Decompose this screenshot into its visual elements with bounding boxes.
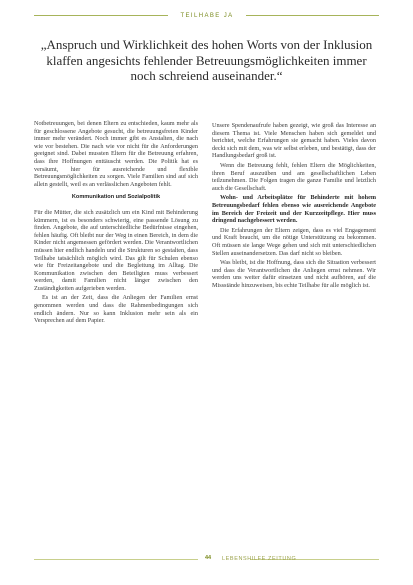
paragraph: Unsere Spendenaufrufe haben gezeigt, wie groß das Interesse an diesem Thema ist. Viele Menschen haben sich gemeldet und berichtet, welche Erfahrungen sie gemacht haben. Vieles davon deckt sich mit dem, was wir selbst erleben, und bestätigt, dass der Handlungsbedarf groß ist. — [212, 122, 376, 160]
running-footer: LEBENSHILFE ZEITUNG — [222, 556, 297, 562]
right-column — [212, 122, 376, 291]
paragraph: Wenn die Betreuung fehlt, fehlen Eltern die Möglichkeiten, ihren Beruf auszuüben und am gesellschaftlichen Leben teilzunehmen. Die Folgen tragen die ganze Familie und letztlich auch die Gesellschaft. — [212, 161, 376, 192]
page-footer — [0, 555, 413, 569]
bold-paragraph: Wohn- und Arbeitsplätze für Behinderte mit hohem Betreuungsbedarf fehlen ebenso wie ausreichende Angebote im Bereich der Freizeit und der Kurzzeitpflege. Hier muss dringend nachgebessert werden. — [212, 194, 376, 225]
pull-quote: „Anspruch und Wirklichkeit des hohen Worts von der Inklusion klaffen angesichts fehlender Betreuungsmöglichkeiten immer noch schreiend auseinander.“ — [40, 37, 373, 83]
paragraph: Es ist an der Zeit, dass die Anliegen der Familien ernst genommen werden und dass die Rahmenbedingungen sich endlich ändern. Nur so kann Inklusion mehr sein als ein Versprechen auf dem Papier. — [34, 294, 198, 325]
section-rule-right — [246, 15, 379, 16]
section-rule-left — [34, 15, 168, 16]
paragraph: Für die Mütter, die sich zusätzlich um ein Kind mit Behinderung kümmern, ist es besonders schwierig, eine passende Lösung zu finden. Angebote, die auf unterschiedliche Bedürfnisse eingehen, fehlen häufig. Oft bleibt nur der Weg in einen Bereich, in dem die Kinder nicht angemessen gefördert werden. Die Verantwortlichen müssen hier endlich handeln und die Strukturen so gestalten, dass Teilhabe tatsächlich möglich wird. Das gilt für Schulen ebenso wie für Freizeitangebote und die Begleitung im Alltag. Die Kommunikation zwischen den Beteiligten muss verbessert werden, damit Familien nicht länger zwischen den Zuständigkeiten aufgerieben werden. — [34, 208, 198, 292]
left-column — [34, 120, 198, 327]
paragraph: Die Erfahrungen der Eltern zeigen, dass es viel Engagement und Kraft braucht, um die nötige Unterstützung zu bekommen. Oft müssen sie lange Wege gehen und sich mit unterschiedlichen Stellen auseinandersetzen. Das darf nicht so bleiben. — [212, 226, 376, 257]
section-tag: TEILHABE JA — [180, 13, 234, 19]
page-number: 44 — [205, 555, 212, 561]
paragraph: Was bleibt, ist die Hoffnung, dass sich die Situation verbessert und dass die Verantwortlichen die Anliegen ernst nehmen. Wir werden uns weiter dafür einsetzen und nicht aufhören, auf die Missstände hinzuweisen, bis echte Teilhabe für alle möglich ist. — [212, 259, 376, 289]
paragraph: Notbetreuungen, bei denen Eltern zu entschieden, kaum mehr als für geschlossene Angebote gesucht, die betreuungsfreien Kinder immer mehr verändert. Noch immer gibt es Anstalten, die nach wie vor bestehen. Die nach wie vor nicht für die Anforderungen geeignet sind. Dabei mussten Eltern für die Betreuung erfahren, dass ihre Hoffnungen enttäuscht werden. Die Politik hat es versäumt, hier für ausreichende und flexible Betreuungsmöglichkeiten zu sorgen. Viele Familien sind auf sich allein gestellt, weil es an verlässlichen Angeboten fehlt. — [34, 120, 198, 188]
subheading: Kommunikation und Sozialpolitik — [71, 194, 161, 201]
